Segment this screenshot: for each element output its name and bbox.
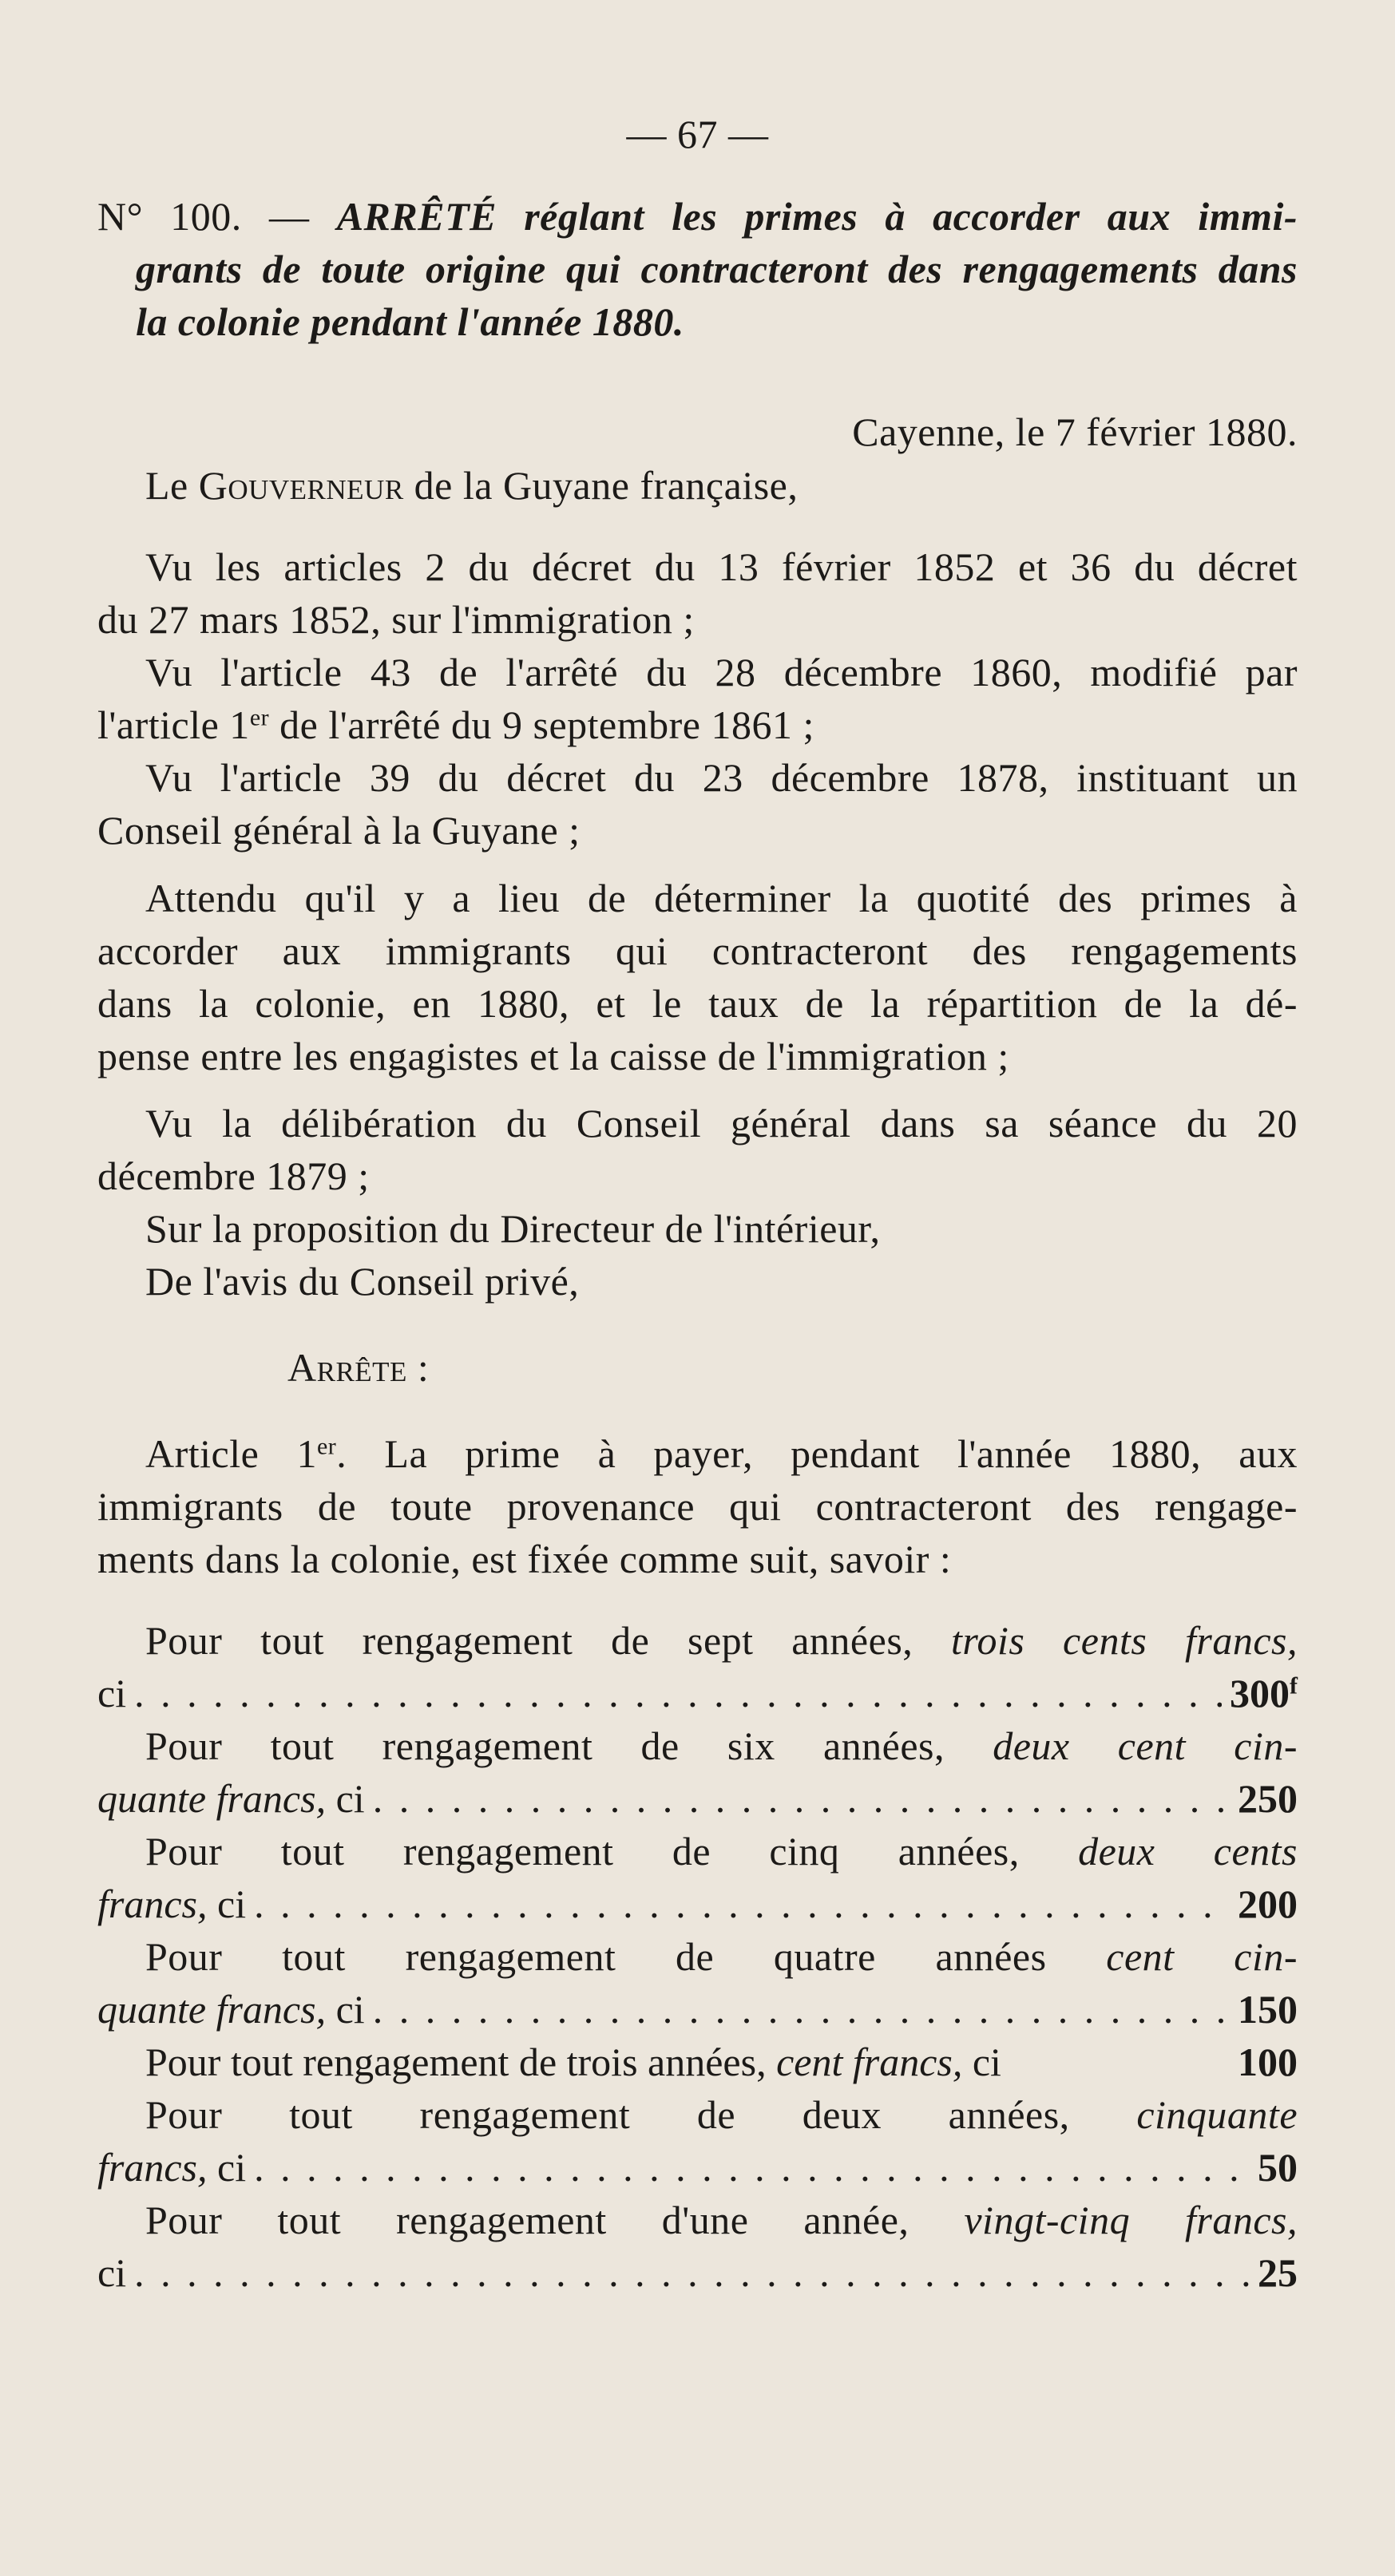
considerant-line: du 27 mars 1852, sur l'immigration ; [97,597,695,642]
dot-leader [254,2141,1250,2194]
prime-ci: ci [217,2145,247,2190]
arrete-heading-line-3: la colonie pendant l'année 1880. [136,299,684,344]
considerant-line: Sur la proposition du Directeur de l'intérieur, [145,1206,881,1251]
dot-leader [373,1983,1230,2036]
prime-amount: 250 [1238,1776,1298,1821]
prime-text: Pour tout rengagement de cinq années, [145,1829,1020,1874]
governor-rest: de la Guyane française, [414,463,799,508]
arrete-number: N° 100. — [97,194,310,239]
prime-ci: ci [972,2040,1001,2084]
considerant-line: décembre 1879 ; [97,1153,370,1198]
prime-amount: 100 [1238,2040,1298,2084]
prime-amount: 25 [1258,2250,1298,2295]
prime-amount: 200 [1238,1882,1298,1926]
arrete-label: Arrête : [287,1345,430,1390]
page-number: — 67 — [626,112,769,156]
governor-le: Le [145,463,188,508]
prime-ci: ci [217,1882,247,1926]
prime-amount-words: francs, [97,2145,208,2190]
prime-text: Pour tout rengagement d'une année, [145,2198,910,2242]
considerant-article-ref: l'article 1 [97,702,250,747]
dateline: Cayenne, le 7 février 1880. [852,410,1298,454]
prime-row [97,1878,1298,1930]
prime-text: Pour tout rengagement de quatre années [145,1934,1047,1979]
prime-amount-words: quante francs, [97,1987,327,2032]
dot-leader [134,1667,1222,1719]
considerant-line: Vu la délibération du Conseil général dans sa séance du 20 [145,1101,1298,1146]
prime-text-group [145,2036,1001,2088]
considerant-line: De l'avis du Conseil privé, [145,1259,580,1304]
governor-title: Gouverneur [198,463,404,508]
prime-amount-words: trois cents francs, [951,1618,1298,1663]
prime-row [97,1667,1298,1719]
superscript: er [249,704,270,731]
dot-leader [254,1878,1230,1930]
dot-leader [373,1772,1230,1825]
considerant-line: pense entre les engagistes et la caisse de l'immigration ; [97,1034,1009,1078]
prime-amount-words: deux cents [1078,1829,1298,1874]
prime-row [145,2036,1298,2088]
considerant-line: Vu les articles 2 du décret du 13 février 1852 et 36 du décret [145,544,1298,589]
prime-line [145,2088,1298,2141]
governor-line [145,459,798,512]
arrete-title: ARRÊTÉ [336,194,497,239]
superscript: er [316,1433,337,1460]
prime-ci: ci [97,2250,127,2295]
considerant-line: accorder aux immigrants qui contracteront des rengagements [97,928,1298,973]
prime-ci: ci [335,1987,365,2032]
prime-amount-words: cent cin- [1106,1934,1298,1979]
prime-amount-words: vingt-cinq francs, [964,2198,1298,2242]
prime-amount-words: francs, [97,1882,208,1926]
prime-ci: ci [97,1671,127,1715]
prime-amount-words: deux cent cin- [993,1723,1298,1768]
considerant-line: Vu l'article 43 de l'arrêté du 28 décembre 1860, modifié par [145,650,1298,694]
article-1-label: Article 1 [145,1431,317,1476]
prime-line [145,1719,1298,1772]
prime-line [145,2194,1298,2246]
article-1-line-3: ments dans la colonie, est fixée comme suit, savoir : [97,1537,952,1581]
considerant-line: Vu l'article 39 du décret du 23 décembre 1878, instituant un [145,755,1298,800]
considerant-article-rest: de l'arrêté du 9 septembre 1861 ; [279,702,814,747]
prime-amount: 300$^f$ [1230,1671,1298,1715]
prime-text: Pour tout rengagement de sept années, [145,1618,913,1663]
considerant-line [97,698,814,751]
prime-row [97,1772,1298,1825]
prime-line [145,1930,1298,1983]
prime-row [97,1983,1298,2036]
arrete-heading-rest: réglant les primes à accorder aux immi- [524,194,1298,239]
prime-line [145,1614,1298,1667]
article-1-text: . La prime à payer, pendant l'année 1880, aux [336,1431,1298,1476]
considerant-line: Conseil général à la Guyane ; [97,808,581,853]
prime-text: Pour tout rengagement de deux années, [145,2092,1070,2137]
prime-text: Pour tout rengagement de trois années, [145,2040,767,2084]
prime-amount-words: quante francs, [97,1776,327,1821]
prime-amount: 50 [1258,2145,1298,2190]
arrete-heading-line-2: grants de toute origine qui contracteront des rengagements dans [136,247,1298,291]
prime-text: Pour tout rengagement de six années, [145,1723,945,1768]
considerant-line: dans la colonie, en 1880, et le taux de la répartition de la dé- [97,981,1298,1026]
arrete-heading-line-1 [97,190,1298,243]
article-1-line-2: immigrants de toute provenance qui contracteront des rengage- [97,1484,1298,1529]
prime-amount: 150 [1238,1987,1298,2032]
prime-row [97,2141,1298,2194]
prime-row [97,2246,1298,2299]
article-1-line-1 [145,1427,1298,1480]
prime-amount-words: cent francs, [776,2040,963,2084]
prime-amount-words: cinquante [1136,2092,1298,2137]
considerant-line: Attendu qu'il y a lieu de déterminer la quotité des primes à [145,876,1298,920]
dot-leader [134,2246,1250,2299]
prime-ci: ci [335,1776,365,1821]
prime-line [145,1825,1298,1878]
